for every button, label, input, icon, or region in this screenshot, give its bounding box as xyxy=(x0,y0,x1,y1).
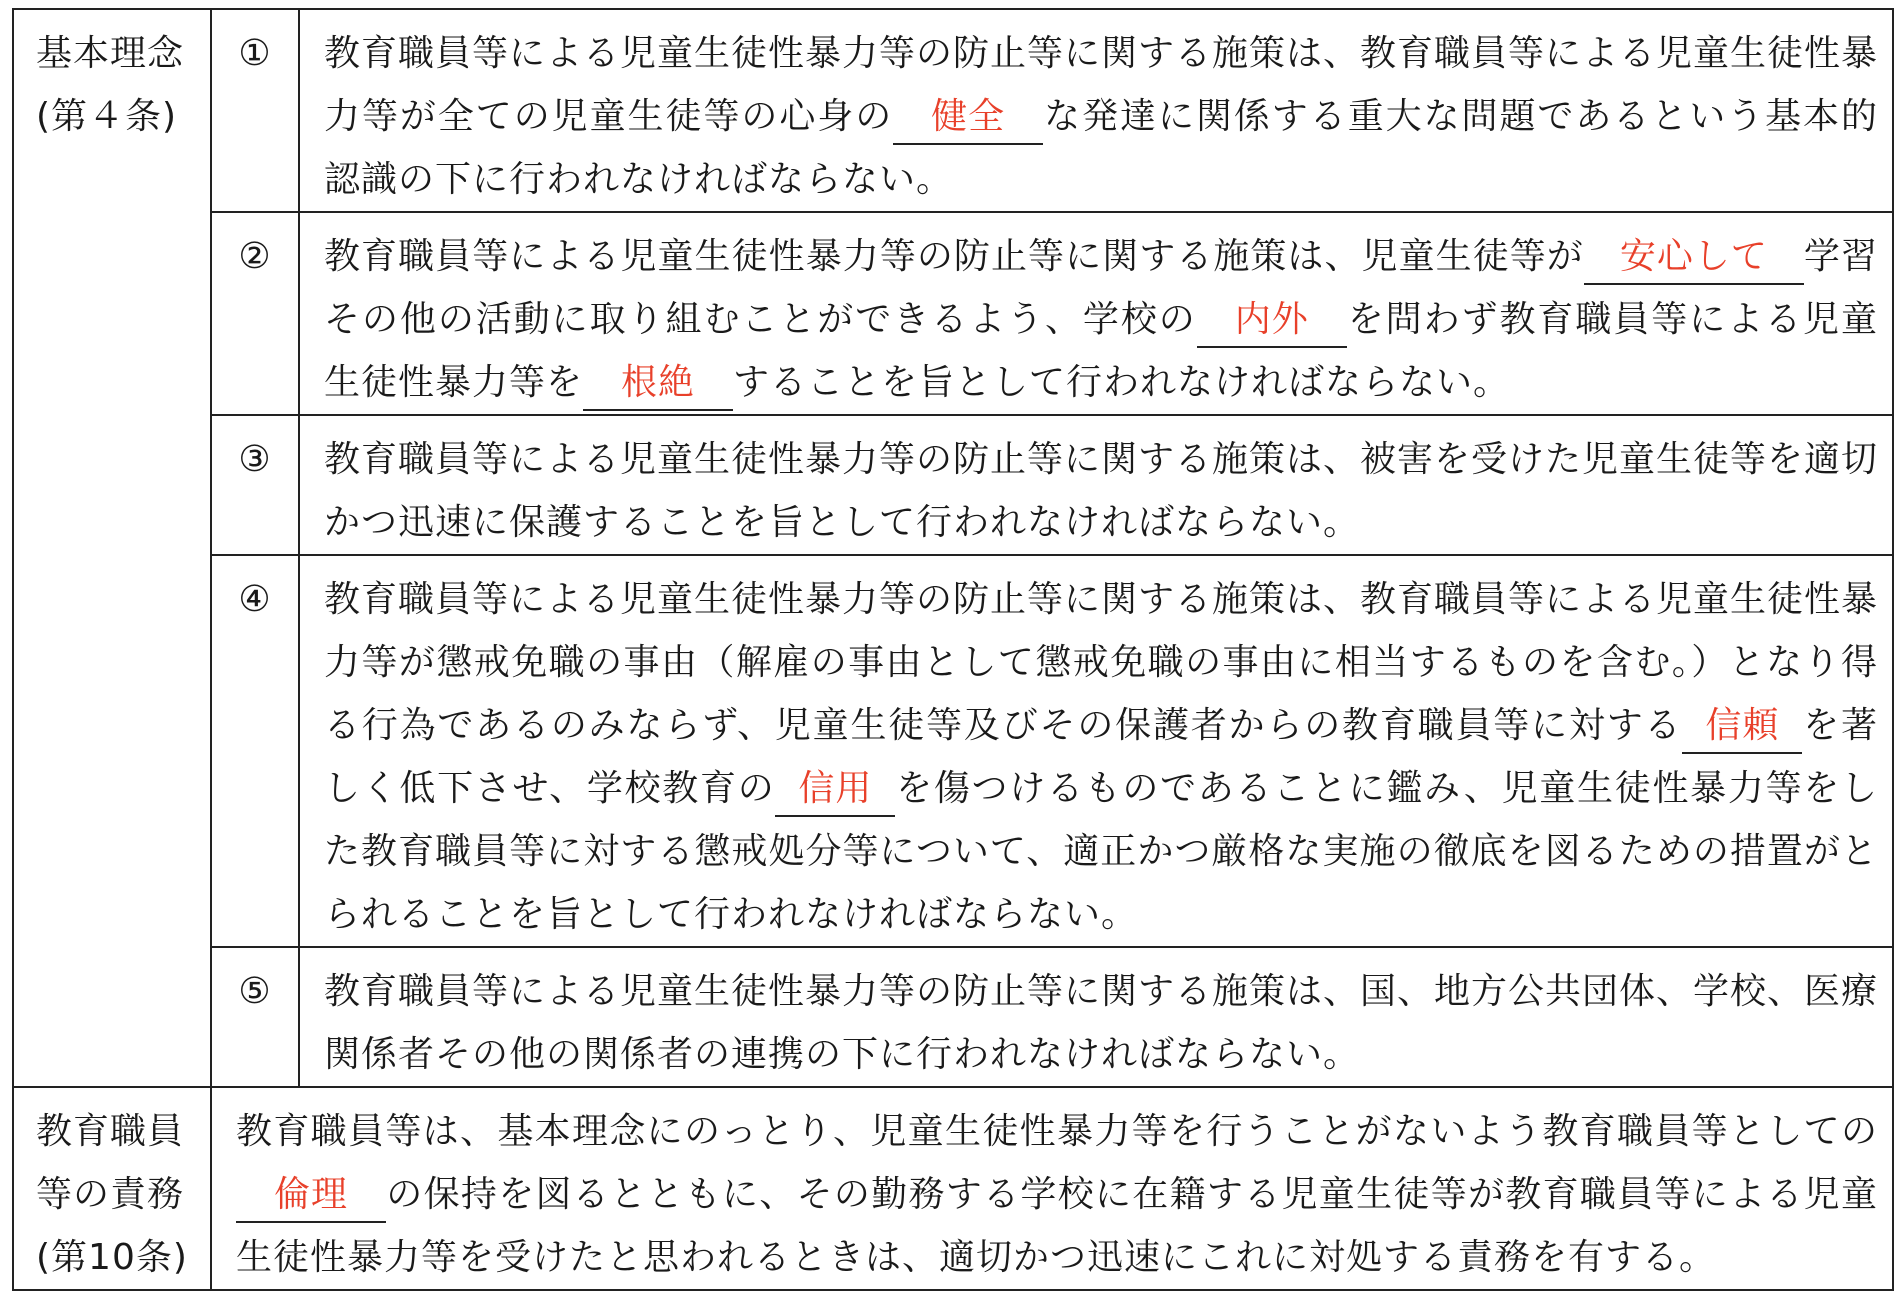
answer-text: 信頼 xyxy=(1705,705,1780,746)
basic-principles-article: (第４条) xyxy=(36,96,178,137)
duties-row xyxy=(13,1087,1893,1290)
item-number: ① xyxy=(211,9,299,212)
item-number: ③ xyxy=(211,415,299,555)
text-segment: な発達に関係する重大な問題であるという基本的認識の下に行われなければならない。 xyxy=(324,96,1878,200)
answer-blank xyxy=(1584,231,1804,285)
law-table xyxy=(12,8,1894,1291)
answer-text: 健全 xyxy=(931,96,1006,137)
duties-heading xyxy=(13,1087,211,1290)
text-segment: 教育職員等による児童生徒性暴力等の防止等に関する施策は、児童生徒等が xyxy=(324,236,1584,277)
answer-text: 根絶 xyxy=(621,362,696,403)
basic-principles-heading xyxy=(13,9,211,1087)
principle-text-3 xyxy=(299,415,1893,555)
principle-text-1 xyxy=(299,9,1893,212)
text-segment: を著しく低下させ、学校教育の xyxy=(324,705,1878,809)
duties-text xyxy=(211,1087,1893,1290)
duties-title-line2: 等の責務 xyxy=(36,1174,185,1215)
answer-blank xyxy=(893,91,1043,145)
item-number: ⑤ xyxy=(211,947,299,1087)
principle-row-5 xyxy=(13,947,1893,1087)
answer-text: 倫理 xyxy=(273,1174,348,1215)
basic-principles-title: 基本理念 xyxy=(36,33,185,74)
text-segment: 学習その他の活動に取り組むことができるよう、学校の xyxy=(324,236,1878,340)
answer-blank xyxy=(1682,700,1802,754)
item-number: ② xyxy=(211,212,299,415)
principle-text-2 xyxy=(299,212,1893,415)
text-segment: 教育職員等は、基本理念にのっとり、児童生徒性暴力等を行うことがないよう教育職員等としての xyxy=(236,1111,1878,1152)
text-segment: 教育職員等による児童生徒性暴力等の防止等に関する施策は、国、地方公共団体、学校、医療関係者その他の関係者の連携の下に行われなければならない。 xyxy=(324,971,1879,1075)
answer-blank xyxy=(583,357,733,411)
answer-blank xyxy=(775,763,895,817)
answer-blank xyxy=(236,1169,386,1223)
principle-row-4 xyxy=(13,555,1893,947)
duties-article: (第10条) xyxy=(36,1237,188,1278)
answer-blank xyxy=(1197,294,1347,348)
answer-text: 信用 xyxy=(798,768,873,809)
text-segment: を傷つけるものであることに鑑み、児童生徒性暴力等をした教育職員等に対する懲戒処分等について、適正かつ厳格な実施の徹底を図るための措置がとられることを旨として行われなければならない。 xyxy=(324,768,1878,935)
text-segment: 教育職員等による児童生徒性暴力等の防止等に関する施策は、教育職員等による児童生徒性暴力等が懲戒免職の事由（解雇の事由として懲戒免職の事由に相当するものを含む。）となり得る行為であるのみならず、児童生徒等及びその保護者からの教育職員等に対する xyxy=(324,579,1879,746)
item-number: ④ xyxy=(211,555,299,947)
law-summary-sheet xyxy=(12,8,1892,1291)
text-segment: 教育職員等による児童生徒性暴力等の防止等に関する施策は、被害を受けた児童生徒等を適切かつ迅速に保護することを旨として行われなければならない。 xyxy=(324,439,1879,543)
answer-text: 安心して xyxy=(1619,236,1768,277)
principle-row-2 xyxy=(13,212,1893,415)
principle-text-5 xyxy=(299,947,1893,1087)
text-segment: 教育職員等による児童生徒性暴力等の防止等に関する施策は、教育職員等による児童生徒性暴力等が全ての児童生徒等の心身の xyxy=(324,33,1879,137)
text-segment: を問わず教育職員等による児童生徒性暴力等を xyxy=(324,299,1878,403)
principle-row-3 xyxy=(13,415,1893,555)
answer-text: 内外 xyxy=(1234,299,1309,340)
principle-text-4 xyxy=(299,555,1893,947)
text-segment: の保持を図るとともに、その勤務する学校に在籍する児童生徒等が教育職員等による児童生徒性暴力等を受けたと思われるときは、適切かつ迅速にこれに対処する責務を有する。 xyxy=(236,1174,1878,1278)
text-segment: することを旨として行われなければならない。 xyxy=(733,362,1511,403)
principle-row-1 xyxy=(13,9,1893,212)
duties-title-line1: 教育職員 xyxy=(36,1111,185,1152)
